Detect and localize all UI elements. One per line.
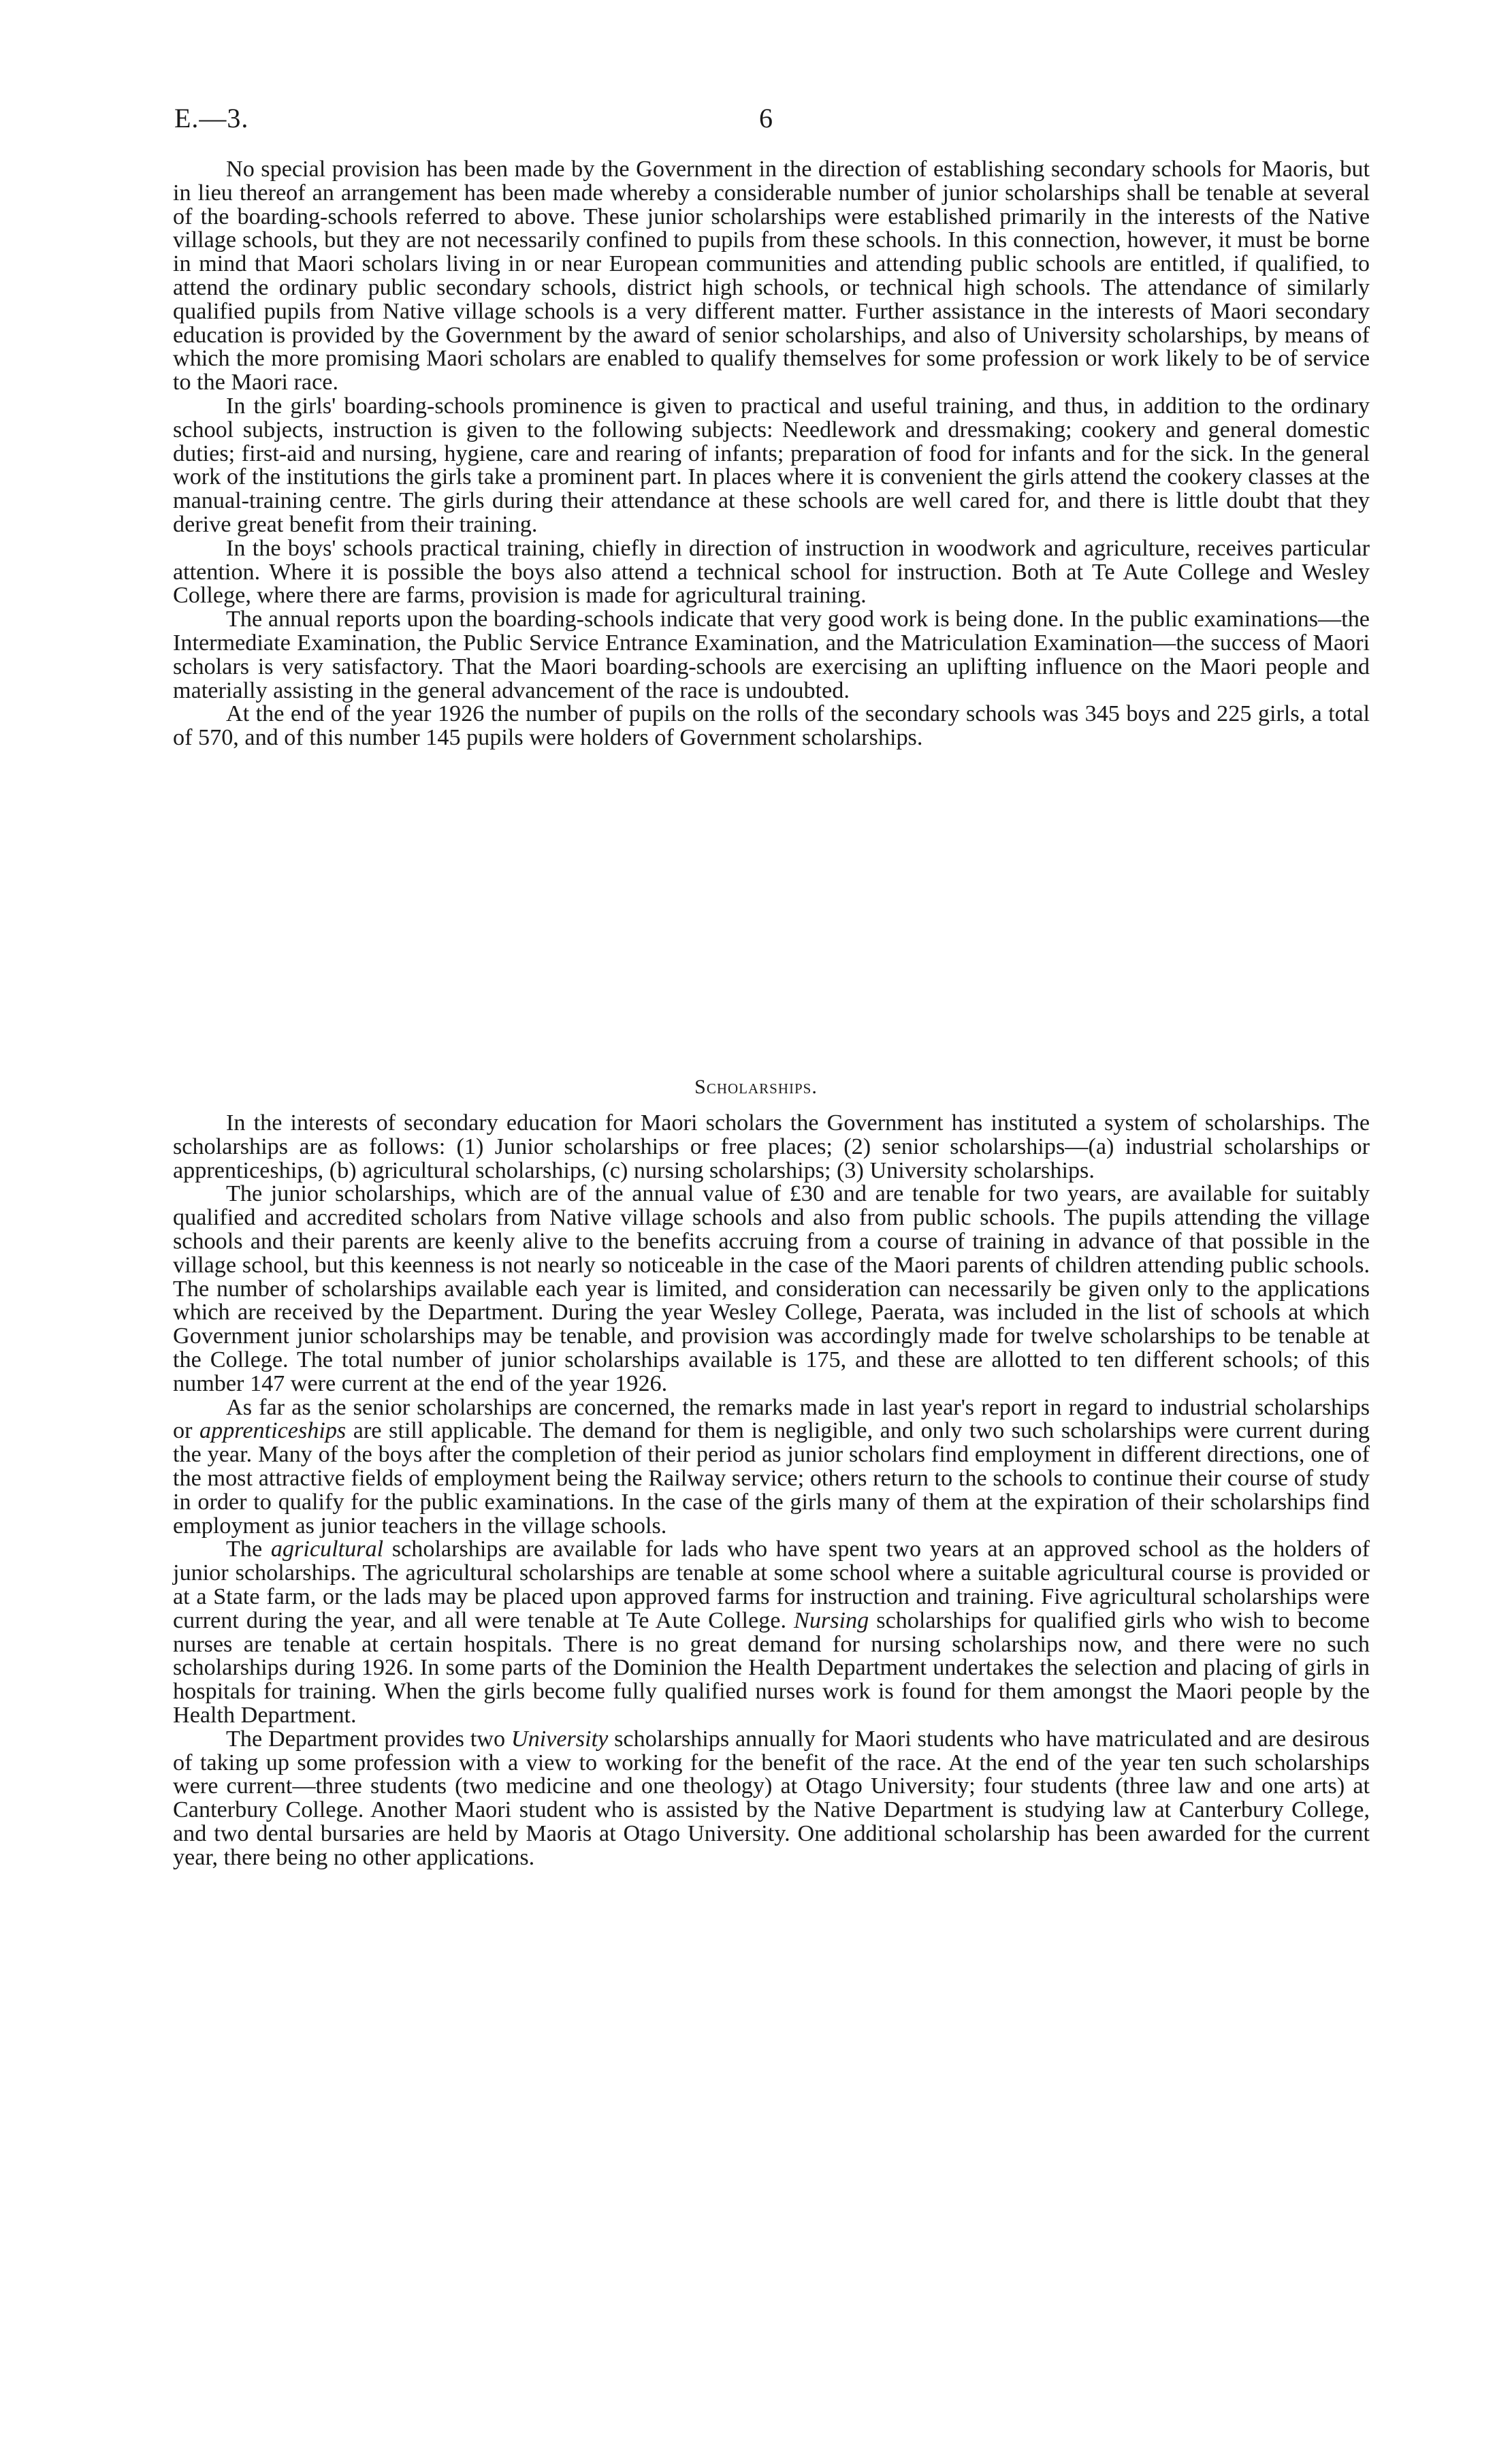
text-run: scholarships are available for lads who have spent two years at an approved school as the holders of junior scholarships. The agricultural scholarships are tenable at some school where a suitable agricultural course is provided or at a State farm, or the lads may be placed upon approved farms for instruction and training. Five agricultural scholarships were current during the year, and all were tenable at Te Aute College. bbox=[173, 1537, 1370, 1633]
intro-section bbox=[173, 158, 1370, 750]
paragraph bbox=[173, 1538, 1370, 1727]
paragraph bbox=[173, 1728, 1370, 1870]
paragraph: In the boys' schools practical training, chiefly in direction of instruction in woodwork and agriculture, receives particular attention. Where it is possible the boys also attend a technical school for instruction. Both at Te Aute College and Wesley College, where there are farms, provision is made for agricultural training. bbox=[173, 535, 1370, 609]
page-number: 6 bbox=[759, 103, 773, 133]
paragraph: In the interests of secondary education for Maori scholars the Government has instituted a system of scholarships. The scholarships are as follows: (1) Junior scholarships or free places; (2) senior scholarships—(a) industrial scholarships or apprenticeships, (b) agricultural scholarships, (c) nursing scholarships; (3) University scholarships. bbox=[173, 1110, 1370, 1183]
scholarships-section bbox=[173, 1112, 1370, 1870]
section-heading: Scholarships. bbox=[694, 1076, 818, 1098]
paragraph: At the end of the year 1926 the number of pupils on the rolls of the secondary schools was 345 boys and 225 girls, a total of 570, and of this number 145 pupils were holders of Government scholarships. bbox=[173, 701, 1370, 751]
paragraph: The junior scholarships, which are of the annual value of £30 and are tenable for two years, are available for suitably qualified and accredited scholars from Native village schools and also from public schools. The pupils attending the village schools and their parents are keenly alive to the benefits accruing from a course of training in advance of that possible in the village school, but this keenness is not nearly so noticeable in the case of the Maori parents of children attending public schools. The number of scholarships available each year is limited, and consideration can necessarily be given only to the applications which are received by the Department. During the year Wesley College, Paerata, was included in the list of schools at which Government junior scholarships may be tenable, and provision was accordingly made for twelve scholarships to be tenable at the College. The total number of junior scholarships available is 175, and these are allotted to ten different schools; of this number 147 were current at the end of the year 1926. bbox=[173, 1181, 1370, 1396]
text-run: are still applicable. The demand for them is negligible, and only two such scholarships were current during the year. Many of the boys after the completion of their period as junior scholars find employment in different directions, one of the most attractive fields of employment being the Railway service; others return to the schools to continue their course of study in order to qualify for the public examinations. In the case of the girls many of them at the expiration of their scholarships find employment as junior teachers in the village schools. bbox=[173, 1418, 1370, 1539]
text-run: scholarships annually for Maori students who have matriculated and are desirous of taking up some profession with a view to working for the benefit of the race. At the end of the year ten such scholarships were current—three students (two medicine and one theology) at Otago University; four students (three law and one arts) at Canterbury College. Another Maori student who is assisted by the Native Department is studying law at Canterbury College, and two dental bursaries are held by Maoris at Otago University. One additional scholarship has been awarded for the current year, there being no other applications. bbox=[173, 1726, 1370, 1870]
paragraph bbox=[173, 1396, 1370, 1539]
text-run: As far as the senior scholarships are concerned, the remarks made in last year's report in regard to industrial scholarships or bbox=[173, 1394, 1370, 1444]
text-run: The bbox=[226, 1537, 271, 1562]
paragraph: In the girls' boarding-schools prominence is given to practical and useful training, and thus, in addition to the ordinary school subjects, instruction is given to the following subjects: Needlework and dressmaking; cookery and general domestic duties; first-aid and nursing, hygiene, care and rearing of infants; preparation of food for infants and for the sick. In the general work of the institutions the girls take a prominent part. In places where it is convenient the girls attend the cookery classes at the manual-training centre. The girls during their attendance at these schools are well cared for, and there is little doubt that they derive great benefit from their training. bbox=[173, 393, 1370, 537]
emphasis: University bbox=[511, 1726, 609, 1752]
paragraph: No special provision has been made by the Government in the direction of establishing secondary schools for Maoris, but in lieu thereof an arrangement has been made whereby a considerable number of junior scholarships shall be tenable at several of the boarding-schools referred to above. These junior scholarships were established primarily in the interests of the Native village schools, but they are not necessarily confined to pupils from these schools. In this connection, however, it must be borne in mind that Maori scholars living in or near European communities and attending public schools are entitled, if qualified, to attend the ordinary public secondary schools, district high schools, or technical high schools. The attendance of similarly qualified pupils from Native village schools is a very different matter. Further assistance in the interests of Maori secondary education is provided by the Government by the award of senior scholarships, and also of University scholarships, by means of which the more promising Maori scholars are enabled to qualify themselves for some profession or work likely to be of service to the Maori race. bbox=[173, 157, 1370, 396]
text-run: scholarships for qualified girls who wish to become nurses are tenable at certain hospitals. There is no great demand for nursing scholarships now, and there were no such scholarships during 1926. In some parts of the Dominion the Health Department undertakes the selection and placing of girls in hospitals for training. When the girls become fully qualified nurses work is found for them amongst the Maori people by the Health Department. bbox=[173, 1607, 1370, 1728]
emphasis: agricultural bbox=[270, 1537, 384, 1562]
text-run: The Department provides two bbox=[226, 1726, 511, 1752]
emphasis: apprenticeships bbox=[199, 1418, 347, 1444]
emphasis: Nursing bbox=[794, 1607, 869, 1633]
paragraph: The annual reports upon the boarding-schools indicate that very good work is being done. In the public examinations—the Intermediate Examination, the Public Service Entrance Examination, and the Matriculation Examination—the success of Maori scholars is very satisfactory. That the Maori boarding-schools are exercising an uplifting influence on the Maori people and materially assisting in the general advancement of the race is undoubted. bbox=[173, 607, 1370, 703]
page-reference: E.—3. bbox=[174, 103, 249, 133]
